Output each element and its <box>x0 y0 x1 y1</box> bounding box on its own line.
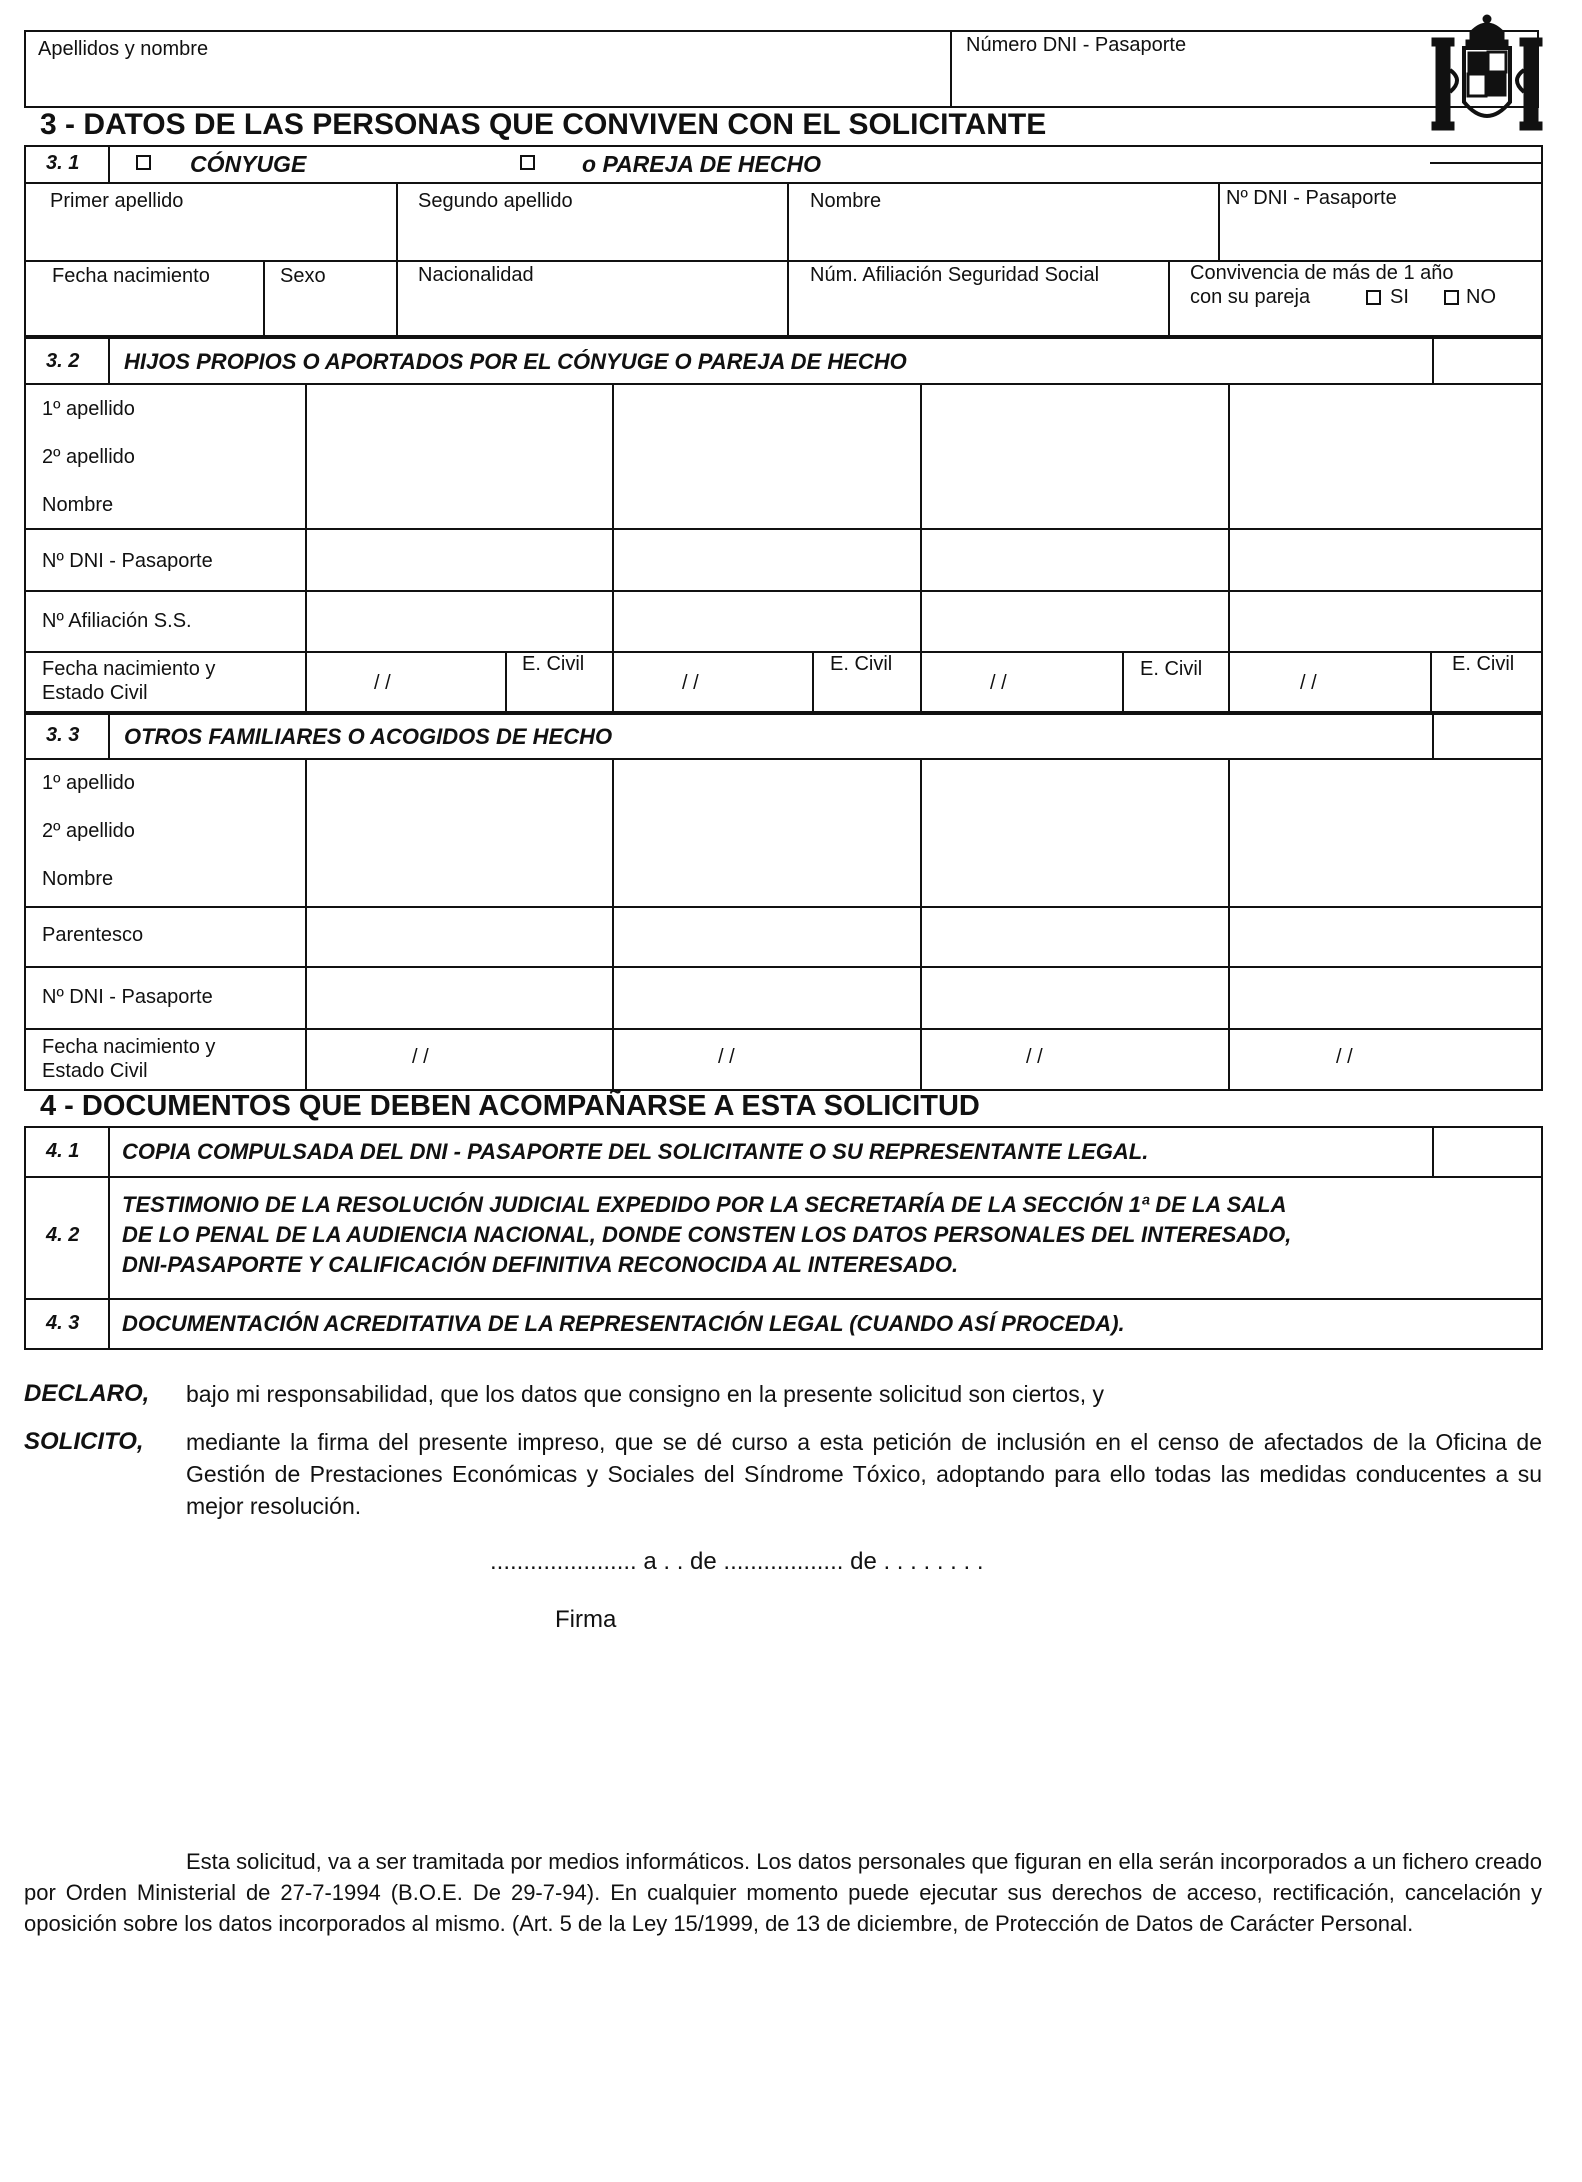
otros-fecha-label: Fecha nacimiento y <box>42 1036 216 1058</box>
hijos-apellido1-label: 1º apellido <box>42 398 135 420</box>
section-3-3-number: 3. 3 <box>46 724 80 746</box>
conyuge-label: CÓNYUGE <box>190 151 307 177</box>
nombre-label: Nombre <box>810 190 882 212</box>
name-field[interactable] <box>26 64 948 106</box>
doc-4-1-text: COPIA COMPULSADA DEL DNI - PASAPORTE DEL SOLICITANTE O SU REPRESENTANTE LEGAL. <box>122 1139 1149 1164</box>
solicito-label: SOLICITO, <box>24 1428 144 1455</box>
section-3-1-number: 3. 1 <box>46 152 80 174</box>
otros-parentesco-label: Parentesco <box>42 924 144 946</box>
section-3-title: 3 - DATOS DE LAS PERSONAS QUE CONVIVEN CON EL SOLICITANTE <box>40 108 1047 141</box>
primer-apellido-label: Primer apellido <box>50 190 184 212</box>
dni-label: Número DNI - Pasaporte <box>966 34 1187 56</box>
hijo-1-ecivil-label: E. Civil <box>522 653 585 675</box>
section-4-title: 4 - DOCUMENTOS QUE DEBEN ACOMPAÑARSE A ESTA SOLICITUD <box>40 1090 980 1122</box>
otro-3-field[interactable] <box>922 760 1226 1089</box>
hijo-3-ecivil-label: E. Civil <box>1140 658 1203 680</box>
hijos-afiliacion-label: Nº Afiliación S.S. <box>42 610 192 632</box>
sexo-label: Sexo <box>280 265 326 287</box>
pareja-label: o PAREJA DE HECHO <box>582 151 821 177</box>
otros-dni-label: Nº DNI - Pasaporte <box>42 986 213 1008</box>
hijo-4-ecivil-label: E. Civil <box>1452 653 1515 675</box>
otros-apellido2-label: 2º apellido <box>42 820 135 842</box>
hijos-fecha-label: Fecha nacimiento y <box>42 658 216 680</box>
afiliacion-ss-label: Núm. Afiliación Seguridad Social <box>810 264 1100 286</box>
name-label: Apellidos y nombre <box>38 38 209 60</box>
conyuge-checkbox[interactable] <box>136 155 151 170</box>
solicito-text: mediante la firma del presente impreso, que se dé curso a esta petición de inclusión en el censo de afectados de la Oficina de Gestión de Prestaciones Económicas y Sociales del Síndrome Tóxico, adoptando para ello todas las medidas conducentes a su mejor resolución. <box>186 1429 1542 1519</box>
convivencia-si-checkbox[interactable] <box>1366 290 1381 305</box>
doc-4-2-text-line1: TESTIMONIO DE LA RESOLUCIÓN JUDICIAL EXPEDIDO POR LA SECRETARÍA DE LA SECCIÓN 1ª DE LA SALA <box>122 1192 1287 1217</box>
firma-label: Firma <box>555 1606 617 1633</box>
section-3-3-check[interactable] <box>1434 715 1541 756</box>
otro-4-date: / / <box>1336 1046 1353 1068</box>
doc-4-2-number: 4. 2 <box>46 1224 80 1246</box>
convivencia-label-2: con su pareja <box>1190 286 1311 308</box>
hijos-apellido2-label: 2º apellido <box>42 446 135 468</box>
convivencia-no-label: NO <box>1466 286 1496 308</box>
doc-4-3-text: DOCUMENTACIÓN ACREDITATIVA DE LA REPRESENTACIÓN LEGAL (CUANDO ASÍ PROCEDA). <box>122 1311 1125 1336</box>
declaro-text: bajo mi responsabilidad, que los datos que consigno en la presente solicitud son ciertos, y <box>186 1381 1105 1407</box>
otro-2-date: / / <box>718 1046 735 1068</box>
place-date-line[interactable]: ...................... a . . de .................. de . . . . . . . . <box>490 1548 984 1575</box>
convivencia-no-checkbox[interactable] <box>1444 290 1459 305</box>
otro-1-date: / / <box>412 1046 429 1068</box>
hijo-4-date: / / <box>1300 672 1317 694</box>
otros-apellido1-label: 1º apellido <box>42 772 135 794</box>
section-3-2-number: 3. 2 <box>46 350 80 372</box>
conyuge-dni-label: Nº DNI - Pasaporte <box>1226 187 1397 209</box>
nacionalidad-label: Nacionalidad <box>418 264 534 286</box>
segundo-apellido-label: Segundo apellido <box>418 190 573 212</box>
pareja-checkbox[interactable] <box>520 155 535 170</box>
privacy-notice: Esta solicitud, va a ser tramitada por medios informáticos. Los datos personales que figuran en ella serán incorporados a un fichero creado por Orden Ministerial de 27-7-1994 (B.O.E. De 29-7-94). En cualquier momento puede ejecutar sus derechos de acceso, rectificación, cancelación y oposición sobre los datos incorporados al mismo. (Art. 5 de la Ley 15/1999, de 13 de diciembre, de Protección de Datos de Carácter Personal. <box>24 1849 1542 1936</box>
dni-field[interactable] <box>952 60 1422 106</box>
convivencia-label: Convivencia de más de 1 año <box>1190 262 1454 284</box>
convivencia-si-label: SI <box>1390 286 1409 308</box>
hijos-dni-label: Nº DNI - Pasaporte <box>42 550 213 572</box>
fecha-nacimiento-label: Fecha nacimiento <box>52 265 210 287</box>
doc-4-2-text-line3: DNI-PASAPORTE Y CALIFICACIÓN DEFINITIVA RECONOCIDA AL INTERESADO. <box>122 1252 959 1277</box>
hijos-nombre-label: Nombre <box>42 494 114 516</box>
doc-4-2-text-line2: DE LO PENAL DE LA AUDIENCIA NACIONAL, DONDE CONSTEN LOS DATOS PERSONALES DEL INTERESADO, <box>122 1222 1292 1247</box>
section-3-2-check[interactable] <box>1434 339 1541 381</box>
section-3-2-title: HIJOS PROPIOS O APORTADOS POR EL CÓNYUGE O PAREJA DE HECHO <box>124 349 907 374</box>
doc-4-3-number: 4. 3 <box>46 1312 80 1334</box>
hijos-estado-civil-label: Estado Civil <box>42 682 148 704</box>
declaro-label: DECLARO, <box>24 1380 150 1407</box>
hijo-1-date: / / <box>374 672 391 694</box>
otro-2-field[interactable] <box>614 760 918 1089</box>
hijo-2-date: / / <box>682 672 699 694</box>
otro-4-field[interactable] <box>1230 760 1541 1089</box>
hijo-3-date: / / <box>990 672 1007 694</box>
signature-area[interactable] <box>420 1640 1120 1820</box>
otros-nombre-label: Nombre <box>42 868 114 890</box>
doc-4-1-number: 4. 1 <box>46 1140 80 1162</box>
otro-3-date: / / <box>1026 1046 1043 1068</box>
otros-estado-civil-label: Estado Civil <box>42 1060 148 1082</box>
otro-1-field[interactable] <box>307 760 610 1089</box>
section-3-3-title: OTROS FAMILIARES O ACOGIDOS DE HECHO <box>124 724 613 749</box>
doc-4-1-check[interactable] <box>1434 1128 1541 1174</box>
hijo-2-ecivil-label: E. Civil <box>830 653 893 675</box>
